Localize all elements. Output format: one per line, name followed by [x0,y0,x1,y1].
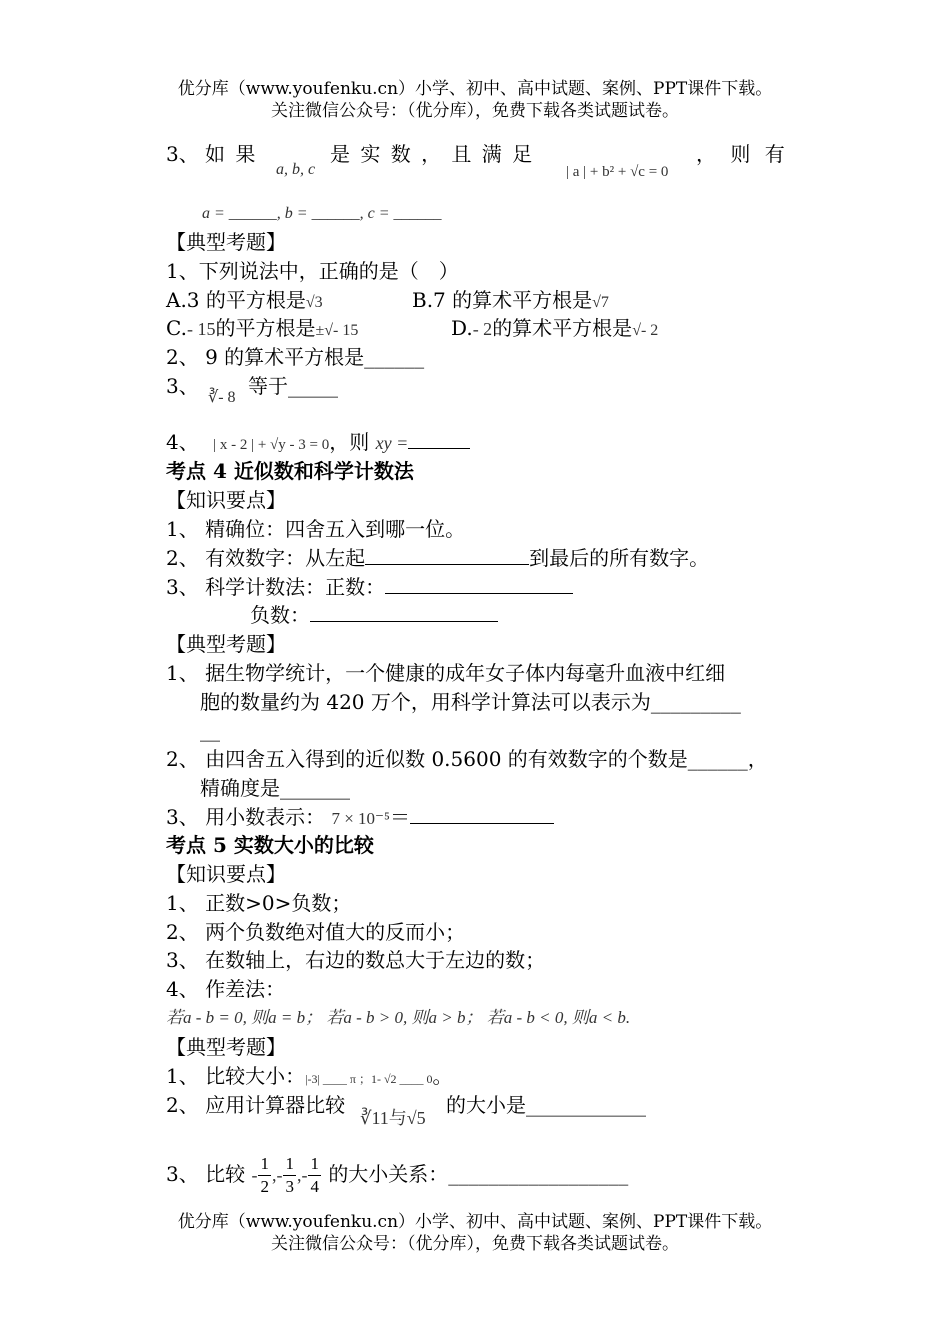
answer-blank [365,544,529,565]
option-b-text: B.7 的算术平方根是 [412,288,593,312]
k4-item-2 [166,544,709,572]
typical2-q1-line2: 胞的数量约为 420 万个，用科学计算法可以表示为_________ [200,690,741,714]
typical2-q2-line2: 精确度是_______ [200,776,350,800]
fraction-group [251,1154,322,1196]
header-line-1: 优分库（www.youfenku.cn）小学、初中、高中试题、案例、PPT课件下载。 [177,79,773,99]
typical1-q4-xy: xy = [375,433,409,453]
k4-item-1: 1、 精确位：四舍五入到哪一位。 [166,517,466,541]
typical1-q2: 2、 9 的算术平方根是______ [166,345,425,369]
k4-item-3-negative [250,601,498,629]
option-c-text: 的平方根是 [215,316,316,340]
section-typical-3: 【典型考题】 [166,1035,286,1059]
typical2-q1-line3: __ [200,718,220,742]
q3-number: 3、 [166,142,199,166]
section-knowledge-1: 【知识要点】 [166,488,286,512]
k4-item-3-text: 3、 科学计数法：正数： [166,575,386,599]
typical3-q2-math: ∛11与√5 [360,1108,426,1128]
k5-item-1: 1、 正数>0>负数； [166,891,352,915]
typical2-q1-line1: 1、 据生物学统计，一个健康的成年女子体内每毫升血液中红细 [166,661,726,685]
header-line-2: 关注微信公众号：（优分库），免费下载各类试题试卷。 [271,101,679,121]
option-c-math: ±√- 15 [315,322,359,339]
typical1-q4-number: 4、 [166,430,199,454]
q3-vars: a, b, c [276,161,316,178]
k4-item-3-negative-text: 负数： [250,603,310,627]
typical1-q1: 1、下列说法中，正确的是（ ） [166,259,459,283]
answer-blank [410,803,554,824]
option-b [412,286,609,317]
q3-text-then: ， 则 有 [696,142,789,166]
footer-line-2: 关注微信公众号：（优分库），免费下载各类试题试卷。 [271,1234,679,1254]
fraction-denominator: 3 [285,1177,294,1196]
k5-item-2: 2、 两个负数绝对值大的反而小； [166,920,466,944]
typical1-q3-math: ∛- 8 [208,389,236,406]
typical2-q3-math: 7 × 10⁻⁵ [331,809,390,828]
option-b-math: √7 [592,294,609,311]
fraction-sign: - [251,1165,258,1185]
option-a [166,286,323,317]
answer-blank [310,601,498,622]
fraction [258,1153,271,1198]
typical3-q3-end: 的大小关系：__________________ [328,1162,629,1186]
fraction-denominator: 2 [260,1177,269,1196]
typical1-q4-text: ，则 [329,430,370,454]
k5-item-4: 4、 作差法： [166,977,286,1001]
section-typical-2: 【典型考题】 [166,632,286,656]
typical3-q1 [166,1062,453,1093]
typical2-q3-eq: ＝ [389,805,410,829]
option-c-label: C. [166,316,187,340]
k5-rule: 若a - b = 0, 则a = b； 若a - b > 0, 则a > b； 若a - b < 0, 则a < b. [166,1008,631,1027]
k4-item-3 [166,573,573,601]
q3-condition: | a | + b² + √c = 0 [566,164,669,180]
typical1-q4-math: | x - 2 | + √y - 3 = 0 [213,437,330,453]
answer-blank [385,573,573,594]
answer-blank [408,428,470,449]
option-c [166,314,358,345]
footer-line-1: 优分库（www.youfenku.cn）小学、初中、高中试题、案例、PPT课件下载。 [177,1212,773,1232]
q3-text-if: 如 果 [205,142,258,166]
fraction [283,1153,296,1198]
typical3-q2 [166,1091,345,1119]
option-a-math: √3 [305,294,323,311]
k5-item-3: 3、 在数轴上，右边的数总大于左边的数； [166,948,546,972]
option-c-value: - 15 [186,319,216,339]
q3-text-real: 是 实 数 ， 且 满 足 [330,142,535,166]
option-d [451,314,658,345]
q3-answer-blanks: a = ______, b = ______, c = ______ [202,205,442,222]
typical3-q1-text: 1、 比较大小： [166,1064,306,1088]
section-typical-1: 【典型考题】 [166,230,286,254]
option-d-label: D. [451,316,473,340]
fraction-denominator: 4 [310,1177,319,1196]
fraction-numerator: 1 [308,1153,321,1176]
kp4-title: 考点 4 近似数和科学计数法 [166,459,414,483]
fraction [308,1153,321,1198]
typical2-q3 [166,803,554,833]
typical3-q2-end: 的大小是____________ [446,1093,646,1117]
fraction-numerator: 1 [258,1153,271,1176]
typical2-q2-line1: 2、 由四舍五入得到的近似数 0.5600 的有效数字的个数是______， [166,747,768,771]
option-d-value: - 2 [472,319,493,339]
k4-item-2-end: 到最后的所有数字。 [529,546,710,570]
kp5-title: 考点 5 实数大小的比较 [166,833,374,857]
fraction-sign: ,- [296,1165,308,1185]
typical3-q3 [166,1152,628,1198]
typical1-q4 [166,428,470,459]
option-a-text: A.3 的平方根是 [166,288,306,312]
option-d-math: √- 2 [632,322,659,339]
typical1-q3-number: 3、 [166,374,199,398]
typical3-q3-text: 3、 比较 [166,1162,246,1186]
k4-item-2-text: 2、 有效数字：从左起 [166,546,366,570]
section-knowledge-2: 【知识要点】 [166,862,286,886]
typical1-q3-text: 等于_____ [248,374,338,398]
typical3-q1-end: 。 [432,1064,453,1088]
option-d-text: 的算术平方根是 [492,316,633,340]
typical2-q3-text: 3、 用小数表示： [166,805,326,829]
typical3-q1-math: |-3| ____ π ；1- √2 ____ 0 [305,1072,433,1086]
fraction-numerator: 1 [283,1153,296,1176]
fraction-sign: ,- [271,1165,283,1185]
typical3-q2-text: 2、 应用计算器比较 [166,1093,346,1117]
